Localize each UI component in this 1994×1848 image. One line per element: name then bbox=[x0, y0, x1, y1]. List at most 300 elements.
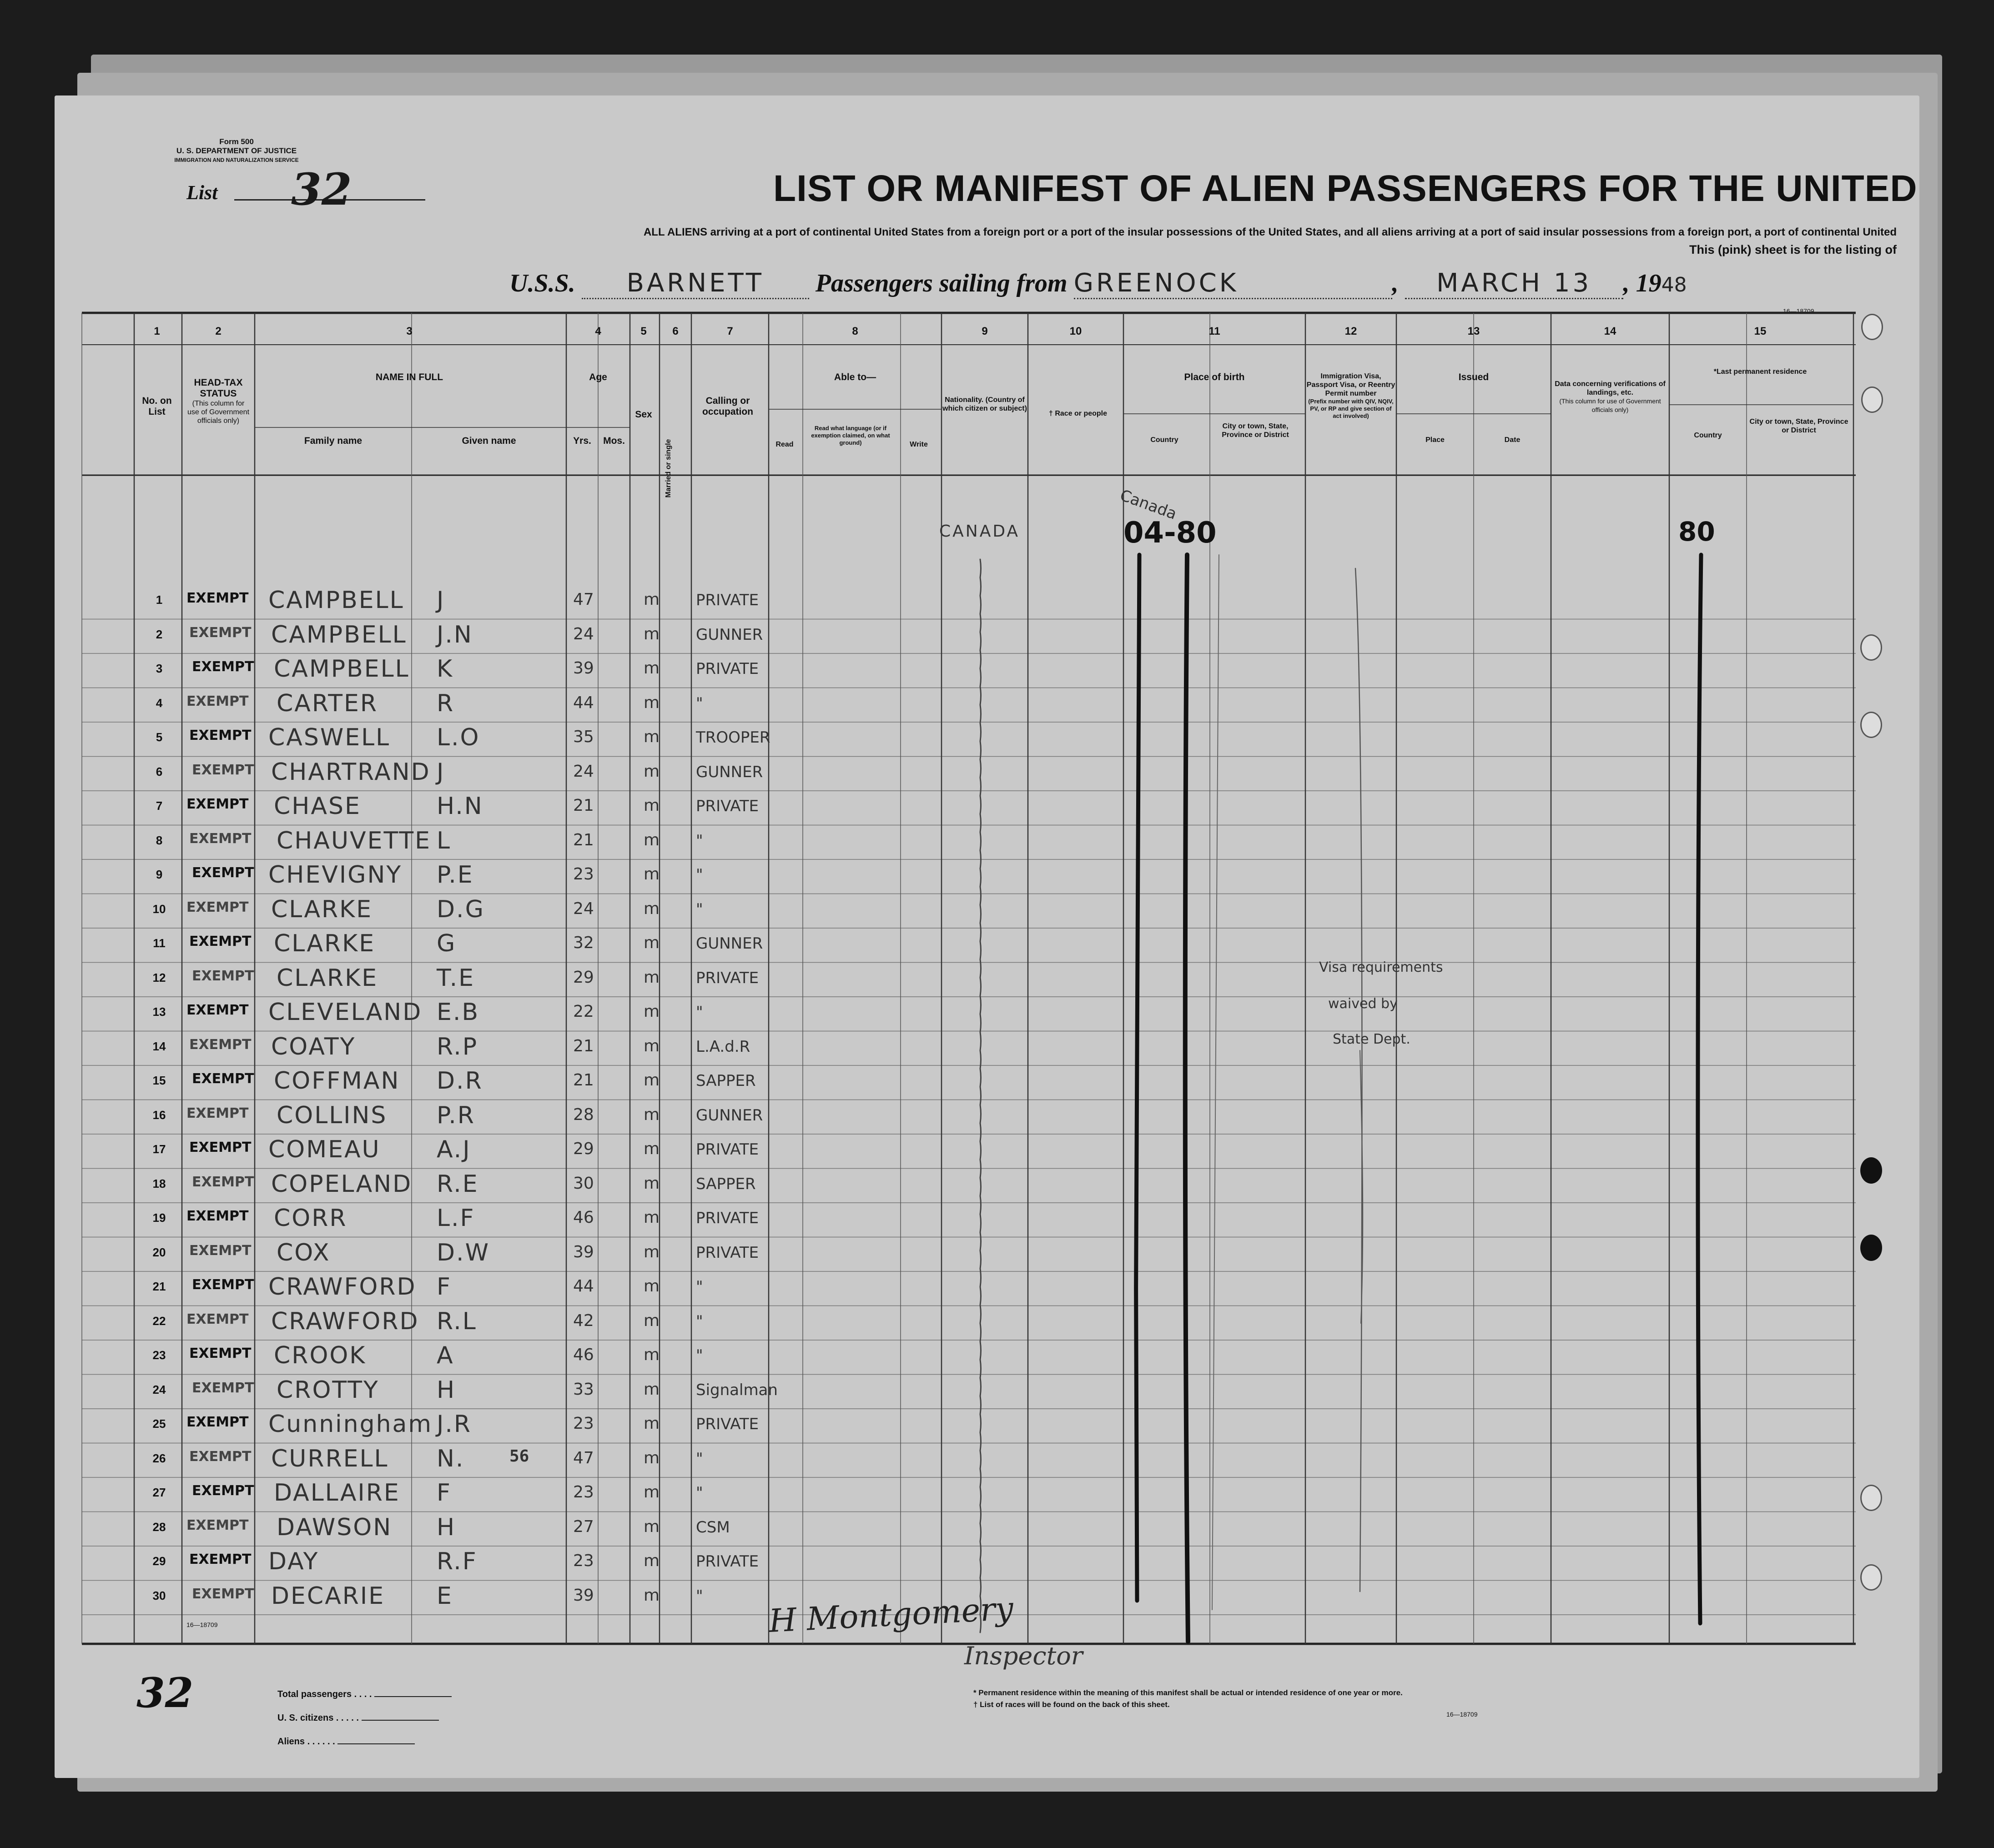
row-number: 17 bbox=[152, 1142, 166, 1156]
occupation: PRIVATE bbox=[696, 1552, 759, 1571]
head-tax-status: EXEMPT bbox=[189, 1140, 252, 1155]
given-name: H bbox=[437, 1513, 456, 1541]
sex: m bbox=[644, 1414, 660, 1433]
sex: m bbox=[644, 934, 660, 952]
sex: m bbox=[644, 659, 660, 678]
age-years: 21 bbox=[573, 830, 594, 849]
age-years: 27 bbox=[573, 1517, 594, 1536]
sex: m bbox=[644, 693, 660, 712]
age-years: 32 bbox=[573, 934, 594, 952]
aliens-label: Aliens . . . . . . bbox=[277, 1730, 452, 1753]
row-number: 1 bbox=[156, 593, 163, 607]
family-name: Cunningham bbox=[268, 1411, 433, 1438]
given-name: D.G bbox=[437, 895, 485, 923]
row-number: 25 bbox=[152, 1417, 166, 1431]
punch-hole bbox=[1861, 314, 1883, 340]
subtitle-line-1: ALL ALIENS arriving at a port of continental United States from a foreign port or a port of the insular possessions of the United States, and all aliens arriving at a port of said insular possessions from a foreign port, a port of continental United bbox=[643, 226, 1897, 238]
hdr-date: Date bbox=[1504, 436, 1521, 444]
age-years: 35 bbox=[573, 728, 594, 746]
sex: m bbox=[644, 1448, 660, 1467]
family-name: DALLAIRE bbox=[274, 1479, 400, 1507]
year-suffix: 48 bbox=[1661, 273, 1687, 296]
occupation: " bbox=[696, 900, 703, 919]
family-name: CHAUVETTE bbox=[277, 827, 431, 854]
row-number: 16 bbox=[152, 1108, 166, 1122]
age-years: 44 bbox=[573, 693, 594, 712]
row-number: 9 bbox=[156, 868, 163, 881]
footer-notes bbox=[973, 1687, 1403, 1711]
column-number: 6 bbox=[672, 325, 679, 337]
age-years: 21 bbox=[573, 796, 594, 815]
given-name: K bbox=[437, 655, 454, 683]
head-tax-status: EXEMPT bbox=[192, 1071, 254, 1087]
given-name: D.R bbox=[437, 1067, 483, 1095]
occupation: " bbox=[696, 866, 703, 884]
column-number: 7 bbox=[727, 325, 733, 337]
row-number: 30 bbox=[152, 1588, 166, 1602]
head-tax-status: EXEMPT bbox=[186, 1517, 249, 1533]
head-tax-status: EXEMPT bbox=[189, 728, 252, 743]
year-prefix: 19 bbox=[1636, 269, 1662, 297]
family-name: CURRELL bbox=[271, 1445, 389, 1472]
hdr-yrs: Yrs. bbox=[573, 436, 591, 446]
given-name: N. bbox=[437, 1445, 465, 1472]
column-number: 13 bbox=[1467, 325, 1480, 337]
hdr-birth-city: City or town, State, Province or District bbox=[1222, 422, 1289, 439]
hdr-race: † Race or people bbox=[1048, 410, 1108, 417]
row-number: 14 bbox=[152, 1039, 166, 1053]
hdr-sex: Sex bbox=[635, 409, 652, 420]
given-name: L.F bbox=[437, 1205, 475, 1232]
family-name: CHASE bbox=[274, 793, 361, 820]
age-years: 29 bbox=[573, 968, 594, 987]
row-number: 8 bbox=[156, 833, 163, 847]
row-number: 21 bbox=[152, 1280, 166, 1293]
punch-hole bbox=[1860, 1157, 1882, 1184]
head-tax-status: EXEMPT bbox=[192, 1483, 254, 1499]
age-years: 23 bbox=[573, 1483, 594, 1502]
age-years: 47 bbox=[573, 590, 594, 609]
row-number: 11 bbox=[153, 936, 166, 950]
head-tax-status: EXEMPT bbox=[192, 1586, 254, 1602]
punch-hole bbox=[1860, 1564, 1882, 1591]
given-name: R bbox=[437, 689, 455, 717]
code-note: 04-80 bbox=[1123, 516, 1217, 550]
head-tax-status: EXEMPT bbox=[186, 1105, 249, 1121]
given-name: F bbox=[437, 1479, 452, 1507]
hdr-visa-note: (Prefix number with QIV, NQIV, PV, or RP and give section of act involved) bbox=[1308, 398, 1394, 419]
hdr-landing bbox=[1551, 380, 1669, 414]
row-number: 28 bbox=[152, 1520, 166, 1534]
given-name: R.P bbox=[437, 1033, 478, 1060]
family-name: CLEVELAND bbox=[268, 999, 423, 1026]
row-number: 2 bbox=[156, 627, 163, 641]
occupation: PRIVATE bbox=[696, 969, 759, 987]
given-name: A.J bbox=[437, 1136, 471, 1163]
hdr-residence: *Last permanent residence bbox=[1713, 368, 1807, 376]
family-name: CARTER bbox=[277, 689, 378, 717]
age-years: 22 bbox=[573, 1002, 594, 1021]
given-name: R.E bbox=[437, 1170, 479, 1198]
sex: m bbox=[644, 1311, 660, 1330]
family-name: DECARIE bbox=[271, 1582, 385, 1610]
sex: m bbox=[644, 590, 660, 609]
hdr-birth-country: Country bbox=[1150, 436, 1178, 444]
family-name: COLLINS bbox=[277, 1101, 388, 1129]
hdr-married: Married or single bbox=[665, 439, 672, 498]
birth-country-note: Canada bbox=[1118, 486, 1179, 523]
head-tax-status: EXEMPT bbox=[186, 1311, 249, 1327]
family-name: DAWSON bbox=[277, 1513, 393, 1541]
sex: m bbox=[644, 865, 660, 884]
ship-name: BARNETT bbox=[582, 268, 809, 299]
family-name: COPELAND bbox=[271, 1170, 413, 1198]
sex: m bbox=[644, 796, 660, 815]
occupation: " bbox=[696, 1449, 703, 1468]
inspector-signature: H Montgomery bbox=[768, 1589, 1014, 1640]
sex: m bbox=[644, 899, 660, 918]
occupation: " bbox=[696, 831, 703, 850]
hdr-visa-title: Immigration Visa, Passport Visa, or Reentry Permit number bbox=[1306, 372, 1395, 397]
occupation: Signalman bbox=[696, 1381, 778, 1399]
sex: m bbox=[644, 1174, 660, 1193]
margin-number: 32 bbox=[136, 1669, 194, 1717]
row-number: 27 bbox=[152, 1486, 166, 1499]
footer-totals bbox=[277, 1682, 452, 1753]
head-tax-status: EXEMPT bbox=[189, 1448, 252, 1465]
occupation: PRIVATE bbox=[696, 660, 759, 678]
head-tax-status: EXEMPT bbox=[192, 968, 254, 984]
age-years: 39 bbox=[573, 1586, 594, 1605]
occupation: PRIVATE bbox=[696, 1209, 759, 1227]
row-number: 12 bbox=[152, 970, 166, 984]
row-number: 23 bbox=[152, 1348, 166, 1362]
occupation: GUNNER bbox=[696, 763, 763, 781]
family-name: CASWELL bbox=[268, 724, 391, 751]
row-number: 29 bbox=[152, 1554, 166, 1568]
occupation: " bbox=[696, 1312, 703, 1331]
column-number: 10 bbox=[1069, 325, 1082, 337]
hdr-read: Read bbox=[775, 441, 794, 448]
hdr-place: Place bbox=[1425, 436, 1445, 444]
age-years: 42 bbox=[573, 1311, 594, 1330]
occupation: L.A.d.R bbox=[696, 1037, 750, 1056]
head-tax-status: EXEMPT bbox=[189, 1346, 252, 1361]
age-years: 47 bbox=[573, 1448, 594, 1467]
given-name: F bbox=[437, 1273, 452, 1301]
column-number: 1 bbox=[154, 325, 160, 337]
residence-code-note: 80 bbox=[1678, 516, 1715, 547]
hdr-age: Age bbox=[589, 372, 607, 382]
occupation: PRIVATE bbox=[696, 591, 759, 609]
hdr-given-name: Given name bbox=[462, 436, 516, 446]
family-name: COMEAU bbox=[268, 1136, 381, 1163]
family-name: CROOK bbox=[274, 1342, 367, 1369]
total-passengers-label: Total passengers . . . . bbox=[277, 1682, 452, 1706]
row-number: 18 bbox=[152, 1176, 166, 1190]
sex: m bbox=[644, 1071, 660, 1090]
given-name: E bbox=[437, 1582, 453, 1610]
age-years: 24 bbox=[573, 624, 594, 643]
sex: m bbox=[644, 1277, 660, 1296]
occupation: " bbox=[696, 694, 703, 713]
given-name: D.W bbox=[437, 1239, 490, 1266]
row-number: 26 bbox=[152, 1451, 166, 1465]
age-years: 23 bbox=[573, 1552, 594, 1570]
head-tax-status: EXEMPT bbox=[186, 693, 249, 709]
head-tax-status: EXEMPT bbox=[189, 1242, 252, 1259]
head-tax-status: EXEMPT bbox=[189, 830, 252, 847]
head-tax-status: EXEMPT bbox=[192, 865, 254, 881]
sex: m bbox=[644, 1002, 660, 1021]
occupation: SAPPER bbox=[696, 1072, 756, 1090]
column-number: 5 bbox=[640, 325, 647, 337]
occupation: PRIVATE bbox=[696, 797, 759, 815]
punch-hole bbox=[1860, 1235, 1882, 1261]
footnote-residence: * Permanent residence within the meaning of this manifest shall be actual or intended residence of one year or more. bbox=[973, 1688, 1403, 1697]
family-name: CLARKE bbox=[274, 930, 376, 957]
column-number: 2 bbox=[215, 325, 222, 337]
sex: m bbox=[644, 1552, 660, 1570]
head-tax-status: EXEMPT bbox=[186, 796, 249, 812]
family-name: CLARKE bbox=[271, 895, 373, 923]
column-number: 3 bbox=[406, 325, 413, 337]
family-name: CAMPBELL bbox=[274, 655, 410, 683]
age-years: 21 bbox=[573, 1071, 594, 1090]
head-tax-status: EXEMPT bbox=[192, 659, 254, 675]
head-tax-status: EXEMPT bbox=[186, 1414, 249, 1430]
row-number: 4 bbox=[156, 696, 163, 710]
hdr-able-to: Able to— bbox=[834, 372, 876, 382]
row-number: 13 bbox=[152, 1005, 166, 1019]
head-tax-status: EXEMPT bbox=[189, 1552, 252, 1567]
family-name: COFFMAN bbox=[274, 1067, 400, 1095]
sex: m bbox=[644, 1208, 660, 1227]
row-number: 7 bbox=[156, 799, 163, 813]
punch-hole bbox=[1861, 387, 1883, 413]
family-name: CORR bbox=[274, 1205, 347, 1232]
sex: m bbox=[644, 830, 660, 849]
row-number: 19 bbox=[152, 1211, 166, 1225]
hdr-family-name: Family name bbox=[304, 436, 363, 446]
sex: m bbox=[644, 968, 660, 987]
age-years: 39 bbox=[573, 1242, 594, 1261]
form-number: Form 500 bbox=[219, 137, 254, 146]
age-years: 21 bbox=[573, 1036, 594, 1055]
occupation: " bbox=[696, 1587, 703, 1605]
age-years: 29 bbox=[573, 1140, 594, 1158]
hdr-calling: Calling or occupation bbox=[702, 396, 753, 417]
given-name: R.L bbox=[437, 1307, 477, 1335]
given-name: T.E bbox=[437, 964, 475, 992]
occupation: GUNNER bbox=[696, 625, 763, 644]
head-tax-status: EXEMPT bbox=[189, 624, 252, 641]
sex: m bbox=[644, 1346, 660, 1364]
given-name: A bbox=[437, 1342, 454, 1369]
row-number: 5 bbox=[156, 730, 163, 744]
given-name: H.N bbox=[437, 793, 483, 820]
sailing-date: MARCH 13 bbox=[1405, 268, 1623, 299]
head-tax-status: EXEMPT bbox=[186, 590, 249, 606]
given-name: H bbox=[437, 1376, 456, 1404]
family-name: CRAWFORD bbox=[271, 1307, 419, 1335]
hdr-mos: Mos. bbox=[603, 436, 625, 446]
sex: m bbox=[644, 1380, 660, 1399]
visa-note-3: State Dept. bbox=[1333, 1031, 1410, 1047]
nationality-note: CANADA bbox=[939, 522, 1020, 541]
hdr-res-country: Country bbox=[1694, 432, 1722, 439]
family-name: CAMPBELL bbox=[271, 621, 407, 648]
given-name: J.N bbox=[437, 621, 473, 648]
family-name: CHEVIGNY bbox=[268, 861, 403, 889]
hdr-landing-title: Data concerning verifications of landings, etc. bbox=[1555, 380, 1666, 397]
head-tax-status: EXEMPT bbox=[192, 1380, 254, 1396]
occupation: " bbox=[696, 1484, 703, 1502]
age-years: 44 bbox=[573, 1277, 594, 1296]
footer-code: 16—18709 bbox=[1446, 1711, 1478, 1718]
column-number: 14 bbox=[1604, 325, 1616, 337]
age-years: 24 bbox=[573, 899, 594, 918]
family-name: CROTTY bbox=[277, 1376, 379, 1404]
sex: m bbox=[644, 1242, 660, 1261]
given-name: J bbox=[437, 758, 445, 786]
manifest-sheet bbox=[55, 95, 1919, 1778]
family-name: CRAWFORD bbox=[268, 1273, 417, 1301]
given-name: P.E bbox=[437, 861, 474, 889]
header-code: 16—18709 bbox=[1783, 307, 1814, 315]
row-number: 15 bbox=[152, 1074, 166, 1087]
given-name: R.F bbox=[437, 1548, 478, 1575]
hdr-res-city: City or town, State, Province or District bbox=[1749, 418, 1848, 434]
occupation: SAPPER bbox=[696, 1175, 756, 1193]
column-number: 15 bbox=[1754, 325, 1767, 337]
row-number: 10 bbox=[152, 902, 166, 916]
head-tax-status: EXEMPT bbox=[186, 1208, 249, 1224]
column-number: 8 bbox=[852, 325, 858, 337]
occupation: CSM bbox=[696, 1518, 730, 1537]
visa-note-2: waived by bbox=[1328, 996, 1398, 1012]
occupation: " bbox=[696, 1003, 703, 1021]
service: IMMIGRATION AND NATURALIZATION SERVICE bbox=[174, 157, 299, 163]
occupation: GUNNER bbox=[696, 1106, 763, 1125]
sex: m bbox=[644, 1036, 660, 1055]
occupation: " bbox=[696, 1346, 703, 1365]
sailing-port: GREENOCK bbox=[1074, 268, 1392, 299]
age-years: 23 bbox=[573, 865, 594, 884]
occupation: " bbox=[696, 1278, 703, 1296]
punch-hole bbox=[1860, 1485, 1882, 1511]
sex: m bbox=[644, 728, 660, 746]
hdr-nationality: Nationality. (Country of which citizen or subject) bbox=[942, 396, 1027, 412]
hdr-write: Write bbox=[910, 441, 928, 448]
row-number: 22 bbox=[152, 1314, 166, 1328]
given-name: E.B bbox=[437, 999, 480, 1026]
hdr-landing-note: (This column for use of Government officials only) bbox=[1559, 397, 1661, 413]
punch-hole bbox=[1860, 634, 1882, 661]
sex: m bbox=[644, 762, 660, 781]
subtitle-line-2: This (pink) sheet is for the listing of bbox=[1689, 243, 1897, 256]
column-number: 11 bbox=[1208, 325, 1220, 337]
sex: m bbox=[644, 1105, 660, 1124]
grid-code: 16—18709 bbox=[186, 1621, 218, 1628]
age-years: 33 bbox=[573, 1380, 594, 1399]
given-name: J bbox=[437, 587, 445, 614]
family-name: CHARTRAND bbox=[271, 758, 431, 786]
head-tax-status: EXEMPT bbox=[186, 899, 249, 915]
age-years: 39 bbox=[573, 659, 594, 678]
page-title: LIST OR MANIFEST OF ALIEN PASSENGERS FOR THE UNITED bbox=[773, 168, 1918, 209]
column-number: 9 bbox=[982, 325, 988, 337]
hdr-no-on-list: No. on List bbox=[142, 396, 172, 417]
occupation: PRIVATE bbox=[696, 1140, 759, 1159]
family-name: DAY bbox=[268, 1548, 319, 1575]
ship-row: U.S.S. BARNETT Passengers sailing from GREENOCK , MARCH 13 , 1948 bbox=[509, 268, 1687, 299]
hdr-visa bbox=[1305, 372, 1396, 420]
age-years: 46 bbox=[573, 1346, 594, 1364]
inspector-title: Inspector bbox=[964, 1642, 1083, 1670]
column-number: 12 bbox=[1344, 325, 1357, 337]
hdr-read-language: Read what language (or if exemption claimed, on what ground) bbox=[811, 425, 890, 446]
family-name: CLARKE bbox=[277, 964, 378, 992]
punch-hole bbox=[1860, 712, 1882, 738]
department: U. S. DEPARTMENT OF JUSTICE bbox=[176, 146, 297, 155]
sex: m bbox=[644, 624, 660, 643]
head-tax-status: EXEMPT bbox=[189, 1036, 252, 1053]
sex: m bbox=[644, 1140, 660, 1158]
sex: m bbox=[644, 1586, 660, 1605]
occupation: PRIVATE bbox=[696, 1415, 759, 1433]
given-name: J.R bbox=[437, 1411, 472, 1438]
us-citizens-label: U. S. citizens . . . . . bbox=[277, 1706, 452, 1730]
head-tax-status: EXEMPT bbox=[192, 1277, 254, 1293]
given-name: L bbox=[437, 827, 451, 854]
hdr-issued: Issued bbox=[1458, 372, 1489, 382]
age-years: 24 bbox=[573, 762, 594, 781]
family-name: COATY bbox=[271, 1033, 356, 1060]
sex: m bbox=[644, 1483, 660, 1502]
given-name-extra: 56 bbox=[509, 1446, 529, 1466]
row-number: 20 bbox=[152, 1245, 166, 1259]
column-number: 4 bbox=[595, 325, 601, 337]
row-number: 6 bbox=[156, 764, 163, 778]
age-years: 30 bbox=[573, 1174, 594, 1193]
hdr-head-tax-title: HEAD-TAX STATUS bbox=[194, 377, 243, 399]
head-tax-status: EXEMPT bbox=[186, 1002, 249, 1018]
given-name: G bbox=[437, 930, 457, 957]
sailing-label: Passengers sailing from bbox=[815, 269, 1067, 297]
list-label: List bbox=[186, 181, 218, 204]
hdr-head-tax bbox=[186, 377, 250, 425]
sex: m bbox=[644, 1517, 660, 1536]
ship-prefix: U.S.S. bbox=[509, 269, 575, 297]
family-name: CAMPBELL bbox=[268, 587, 404, 614]
head-tax-status: EXEMPT bbox=[189, 934, 252, 949]
row-number: 24 bbox=[152, 1382, 166, 1396]
hdr-place-of-birth: Place of birth bbox=[1184, 372, 1245, 382]
row-number: 3 bbox=[156, 662, 163, 675]
age-years: 46 bbox=[573, 1208, 594, 1227]
hdr-name-in-full: NAME IN FULL bbox=[375, 372, 443, 382]
list-number: 32 bbox=[291, 164, 352, 215]
family-name: COX bbox=[277, 1239, 331, 1266]
occupation: PRIVATE bbox=[696, 1243, 759, 1262]
given-name: P.R bbox=[437, 1101, 475, 1129]
age-years: 28 bbox=[573, 1105, 594, 1124]
footnote-races: † List of races will be found on the back of this sheet. bbox=[973, 1700, 1170, 1709]
visa-note-1: Visa requirements bbox=[1319, 959, 1443, 975]
hdr-head-tax-note: (This column for use of Government officials only) bbox=[187, 400, 250, 425]
head-tax-status: EXEMPT bbox=[192, 762, 254, 778]
